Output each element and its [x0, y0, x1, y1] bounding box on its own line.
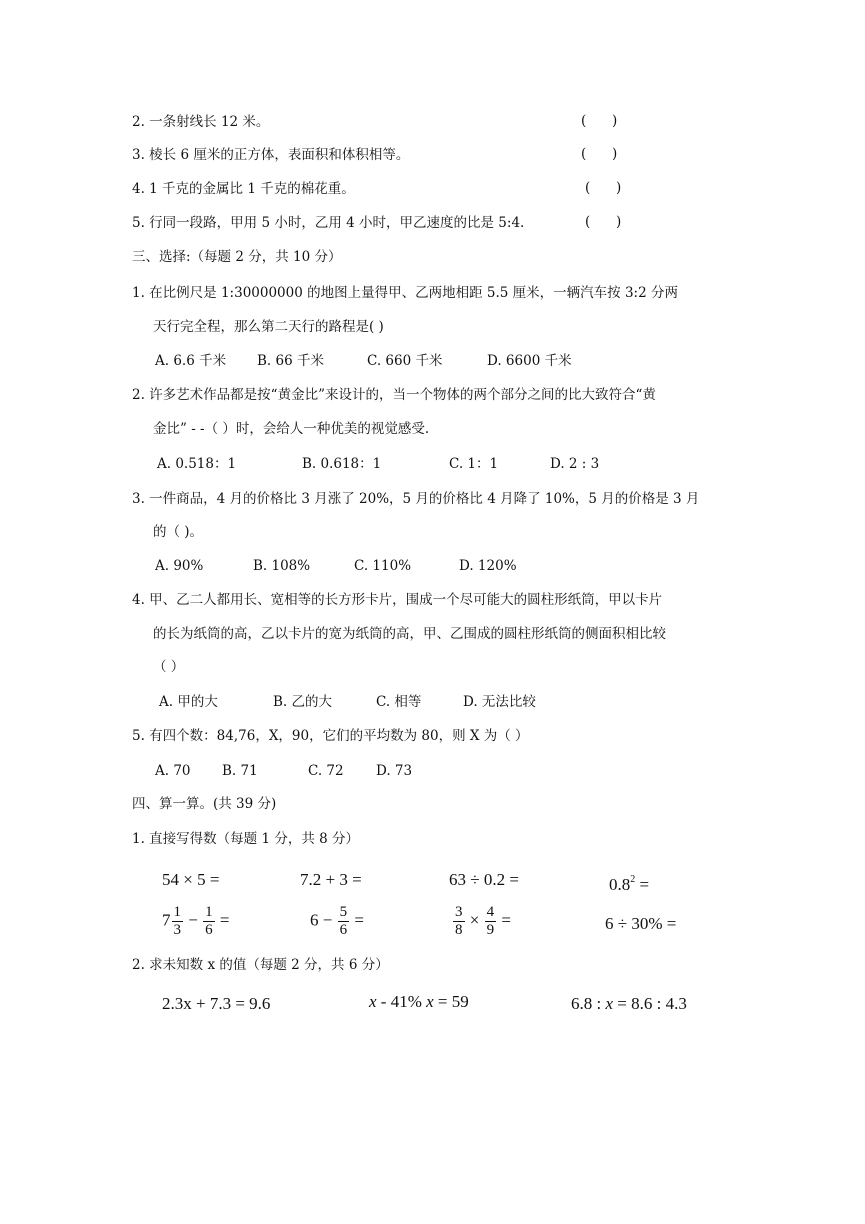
answer-paren[interactable]: ( )	[585, 214, 622, 230]
fraction: $\frac{4}{9}$	[486, 904, 495, 938]
calc-exponent: 2	[630, 874, 636, 885]
section-heading-calc: 四、算一算。(共 39 分)	[132, 796, 277, 812]
choice-q5-line1: 5. 有四个数：84,76，X，90，它们的平均数为 80，则 X 为（ ）	[132, 728, 529, 744]
calc-expression: 7 $\frac{1}{3}$ − $\frac{1}{6}$ =	[162, 904, 230, 938]
choice-option[interactable]: D. 73	[376, 763, 413, 779]
equation: x - 41% x = 59	[369, 992, 469, 1011]
sub-heading-direct: 1. 直接写得数（每题 1 分，共 8 分）	[132, 831, 360, 847]
judge-item-5: 5. 行同一段路，甲用 5 小时，乙用 4 小时，甲乙速度的比是 5:4.	[132, 215, 525, 231]
calc-expression: 54 × 5 =	[162, 870, 220, 889]
fraction: $\frac{3}{8}$	[455, 904, 463, 938]
choice-option[interactable]: B. 0.618：1	[302, 456, 382, 472]
choice-q4-line3[interactable]: （ ）	[153, 659, 185, 675]
choice-q1-line2: 天行完全程，那么第二天行的路程是( )	[153, 319, 384, 335]
choice-q4-line2: 的长为纸筒的高，乙以卡片的宽为纸筒的高，甲、乙围成的圆柱形纸筒的侧面积相比较	[153, 626, 666, 642]
choice-option[interactable]: B. 71	[222, 763, 258, 779]
choice-q3-line1: 3. 一件商品，4 月的价格比 3 月涨了 20%，5 月的价格比 4 月降了 10%，5 月的价格是 3 月	[132, 491, 700, 507]
calc-expression: $\frac{3}{8}$ × $\frac{4}{9}$ =	[455, 904, 511, 938]
choice-option[interactable]: D. 6600 千米	[487, 353, 572, 369]
choice-option[interactable]: A. 甲的大	[159, 694, 218, 710]
calc-expression: 63 ÷ 0.2 =	[449, 870, 519, 889]
choice-option[interactable]: B. 108%	[253, 558, 311, 574]
choice-option[interactable]: C. 1：1	[449, 456, 499, 472]
choice-option[interactable]: A. 90%	[155, 558, 204, 574]
choice-option[interactable]: B. 66 千米	[257, 353, 324, 369]
choice-q3-line2: 的（ )。	[153, 524, 204, 540]
judge-item-4: 4. 1 千克的金属比 1 千克的棉花重。	[132, 181, 355, 197]
fraction: $\frac{5}{6}$	[339, 904, 348, 938]
judge-item-2: 2. 一条射线长 12 米。	[132, 114, 270, 130]
judge-item-3: 3. 棱长 6 厘米的正方体，表面积和体积相等。	[132, 147, 410, 163]
choice-option[interactable]: C. 72	[308, 763, 344, 779]
choice-option[interactable]: A. 0.518：1	[157, 456, 237, 472]
calc-expression: 6 − $\frac{5}{6}$ =	[310, 904, 364, 938]
choice-option[interactable]: A. 6.6 千米	[155, 353, 227, 369]
choice-option[interactable]: A. 70	[155, 763, 191, 779]
choice-option[interactable]: D. 无法比较	[463, 694, 536, 710]
choice-q2-line1: 2. 许多艺术作品都是按“黄金比”来设计的，当一个物体的两个部分之间的比大致符合“黄	[132, 387, 656, 403]
choice-option[interactable]: C. 110%	[354, 558, 412, 574]
answer-paren[interactable]: ( )	[581, 113, 618, 129]
calc-expression: 7.2 + 3 =	[300, 870, 362, 889]
choice-q2-line2: 金比” - -（ ）时，会给人一种优美的视觉感受.	[153, 421, 430, 437]
answer-paren[interactable]: ( )	[581, 146, 618, 162]
choice-q1-line1: 1. 在比例尺是 1:30000000 的地图上量得甲、乙两地相距 5.5 厘米，一辆汽车按 3:2 分两	[132, 285, 678, 301]
equation: 2.3x + 7.3 = 9.6	[162, 994, 271, 1013]
choice-option[interactable]: B. 乙的大	[273, 694, 333, 710]
choice-option[interactable]: D. 120%	[459, 558, 517, 574]
section-heading-choice: 三、选择:（每题 2 分，共 10 分）	[132, 249, 342, 265]
equation: 6.8 : x = 8.6 : 4.3	[571, 994, 687, 1013]
mixed-whole: 7	[162, 910, 171, 930]
calc-expression: 6 ÷ 30% =	[605, 914, 677, 933]
calc-base: 0.8	[609, 875, 631, 894]
fraction: $\frac{1}{6}$	[205, 904, 213, 938]
sub-heading-equation: 2. 求未知数 x 的值（每题 2 分，共 6 分）	[132, 957, 389, 973]
answer-paren[interactable]: ( )	[585, 180, 622, 196]
fraction: $\frac{1}{3}$	[173, 904, 181, 938]
choice-option[interactable]: C. 相等	[376, 694, 422, 710]
choice-q4-line1: 4. 甲、乙二人都用长、宽相等的长方形卡片，围成一个尽可能大的圆柱形纸筒，甲以卡片	[132, 592, 663, 608]
choice-option[interactable]: D. 2 : 3	[550, 456, 600, 472]
calc-equals: =	[635, 875, 650, 894]
choice-option[interactable]: C. 660 千米	[367, 353, 443, 369]
calc-expression	[609, 870, 649, 895]
